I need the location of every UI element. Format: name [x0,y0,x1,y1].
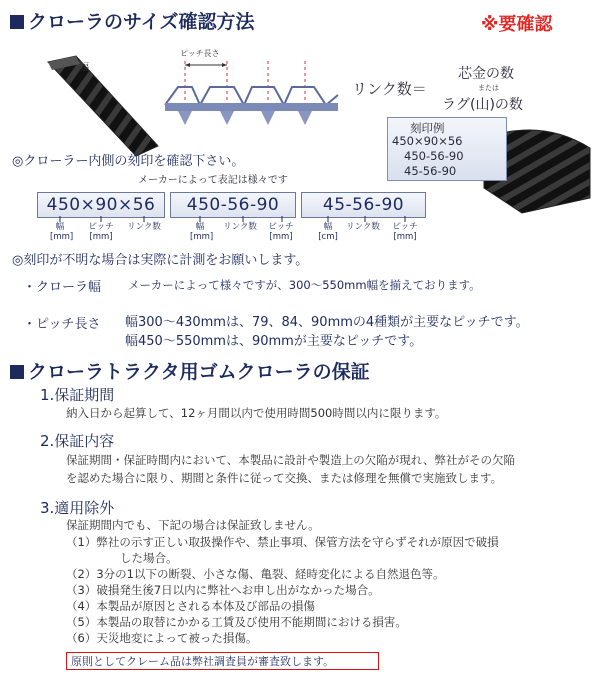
crawler-illustration-left [40,54,160,159]
core-count-label: 芯金の数 [458,66,514,82]
format1-label-width: 幅 [mm] [50,222,74,242]
inner-note: ◎クローラー内側の刻印を確認下さい。 [12,154,245,169]
link-label: リンク数＝ [352,80,427,98]
stamp-example-2: 450-56-90 [404,149,464,163]
format3-label-pitch: ピッチ [mm] [392,222,418,242]
exclusion-item-2: （2）3分の1以下の断裂、小さな傷、亀裂、経時変化による自然退色等。 [66,567,445,581]
exclusion-item-6: （6）天災地変によって被った損傷。 [66,631,258,645]
exclusion-item-1-cont: した場合。 [120,551,178,565]
width-label: 幅 [80,63,90,73]
format2-label-pitch: ピッチ [mm] [268,222,294,242]
crawler-width-label: ・クローラ幅 [23,280,102,295]
format3-label-links: リンク数 [346,222,380,232]
page-title-text: クローラのサイズ確認方法 [28,11,255,33]
size-format-box-1: 450×90×56 [37,192,165,218]
maker-note: メーカーによって表記は様々です [138,175,288,186]
exclusion-heading: 3.適用除外 [40,499,115,517]
pitch-diagram [160,55,345,140]
size-format-box-3: 45-56-90 [301,192,426,218]
exclusion-intro: 保証期間内でも、下記の場合は保証致しません。 [66,518,320,532]
format1-label-pitch: ピッチ [mm] [88,222,114,242]
format3-label-width: 幅 [cm] [318,222,338,242]
bullet-square-icon [10,365,24,379]
exclusion-item-3: （3）破損発生後7日以内に弊社へお申し出がなかった場合。 [66,583,380,597]
crawler-width-text: メーカーによって様々ですが、300〜550mm幅を揃えております。 [128,278,481,292]
final-note: 原則としてクレーム品は弊社調査員が審査致します。 [66,652,379,670]
unknown-note: ◎刻印が不明な場合は実際に計測をお願いします。 [12,253,309,268]
period-heading: 1.保証期間 [40,386,115,404]
content-line-1: 保証期間・保証時間内において、本製品に設計や製造上の欠陥が現れ、弊社がその欠陥 [66,453,515,467]
content-heading: 2.保証内容 [40,432,115,450]
stamp-example-3: 45-56-90 [404,164,457,178]
size-format-box-2: 450-56-90 [170,192,296,218]
or-label: または [478,84,499,92]
pitch-label: ピッチ長さ [180,49,220,58]
pitch-length-label: ・ピッチ長さ [23,317,101,332]
format1-label-links: リンク数 [127,222,161,232]
warranty-title-text: クローラトラクタ用ゴムクローラの保証 [28,361,370,383]
format2-label-links: リンク数 [223,222,257,232]
content-line-2: を認めた場合に限り、期間と条件に従って交換、または修理を無償で実施致します。 [66,471,503,485]
page-title [10,7,254,34]
exclusion-item-4: （4）本製品が原因とされる本体及び部品の損傷 [66,599,315,613]
warranty-title [10,357,370,384]
stamp-example-1: 450×90×56 [392,134,463,148]
warning-label: ※要確認 [481,14,553,35]
format-label-ticks [37,216,427,224]
pitch-length-line1: 幅300〜430mmは、79、84、90mmの4種類が主要なピッチです。 [125,315,529,330]
exclusion-item-1: （1）弊社の示す正しい取扱操作や、禁止事項、保管方法を守らずそれが原因で破損 [66,535,499,549]
lug-count-label: ラグ(山)の数 [442,97,523,113]
pitch-length-line2: 幅450〜550mmは、90mmが主要なピッチです。 [125,334,423,349]
exclusion-item-5: （5）本製品の取替にかかる工賃及び使用不能期間における損害。 [66,615,407,629]
bullet-square-icon [10,15,24,29]
format2-label-width: 幅 [mm] [190,222,214,242]
period-text: 納入日から起算して、12ヶ月間以内で使用時間500時間以内に限ります。 [66,406,447,420]
stamp-title: 刻印例 [410,121,445,135]
